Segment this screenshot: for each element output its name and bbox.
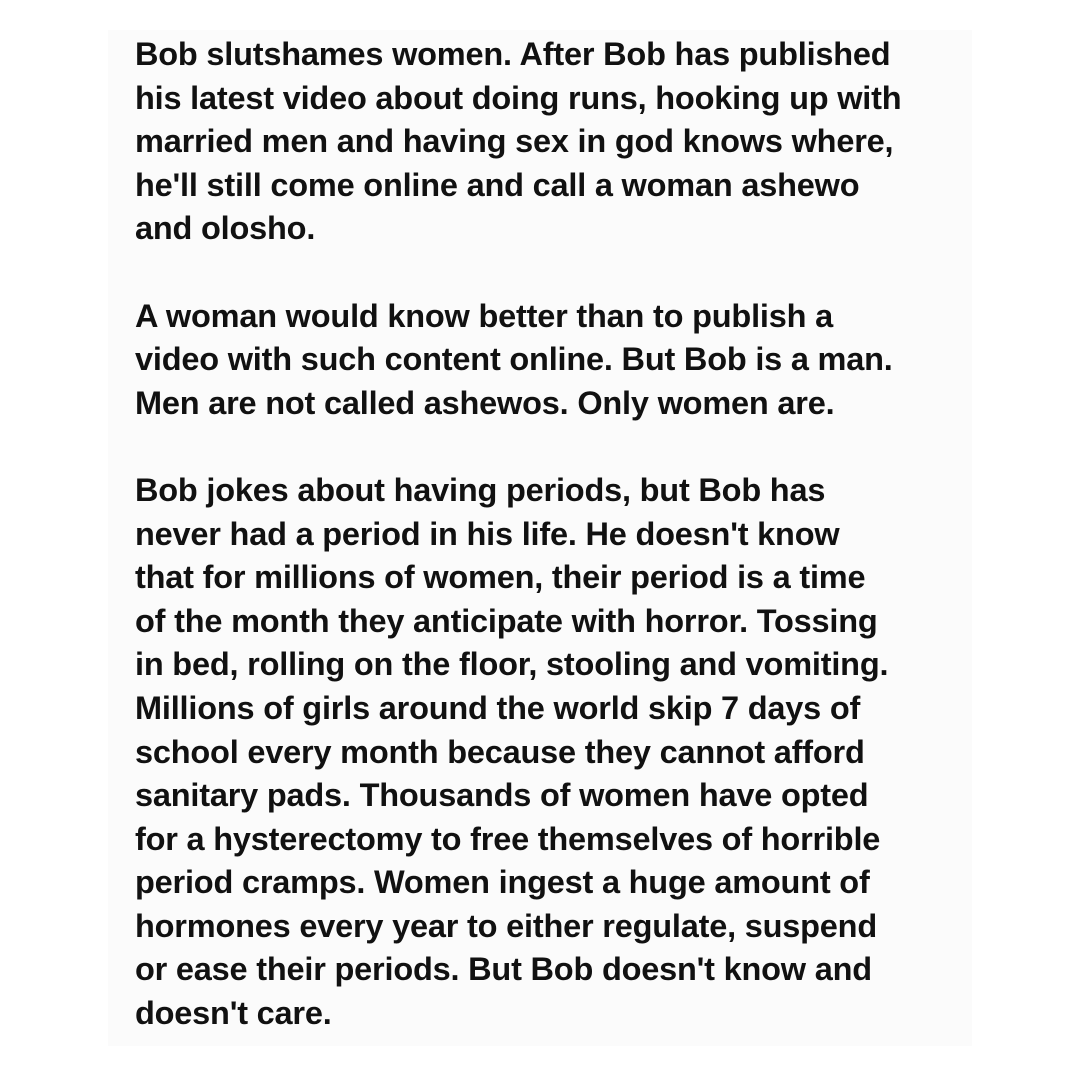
text-line: A woman would know better than to publish a bbox=[135, 297, 833, 334]
text-line: hormones every year to either regulate, suspend bbox=[135, 907, 877, 944]
paragraph-2 bbox=[135, 295, 965, 426]
text-line: doesn't care. bbox=[135, 995, 332, 1032]
text-line: Bob slutshames women. After Bob has published bbox=[135, 36, 891, 72]
text-line: for a hysterectomy to free themselves of horrible bbox=[135, 820, 881, 857]
text-line: Men are not called ashewos. Only women are. bbox=[135, 384, 835, 421]
text-line: never had a period in his life. He doesn't know bbox=[135, 515, 840, 552]
text-line: Bob jokes about having periods, but Bob has bbox=[135, 471, 826, 508]
text-line: he'll still come online and call a woman ashewo bbox=[135, 166, 860, 203]
text-line: video with such content online. But Bob is a man. bbox=[135, 341, 893, 378]
text-line: sanitary pads. Thousands of women have opted bbox=[135, 777, 869, 814]
text-line: or ease their periods. But Bob doesn't know and bbox=[135, 951, 872, 988]
text-line: of the month they anticipate with horror. Tossing bbox=[135, 602, 878, 639]
text-line: period cramps. Women ingest a huge amount of bbox=[135, 864, 870, 901]
paragraph-3 bbox=[135, 469, 965, 1036]
paragraph-spacer bbox=[135, 425, 965, 469]
text-line: his latest video about doing runs, hooking up with bbox=[135, 79, 902, 116]
text-line: and olosho. bbox=[135, 210, 316, 247]
paragraph-1 bbox=[135, 33, 965, 251]
text-line: Millions of girls around the world skip 7 days of bbox=[135, 689, 861, 726]
text-line: that for millions of women, their period is a time bbox=[135, 559, 866, 596]
text-line: in bed, rolling on the floor, stooling and vomiting. bbox=[135, 646, 889, 683]
text-line: school every month because they cannot afford bbox=[135, 733, 865, 770]
post-text bbox=[135, 33, 965, 1036]
paragraph-spacer bbox=[135, 251, 965, 295]
text-line: married men and having sex in god knows where, bbox=[135, 123, 894, 160]
